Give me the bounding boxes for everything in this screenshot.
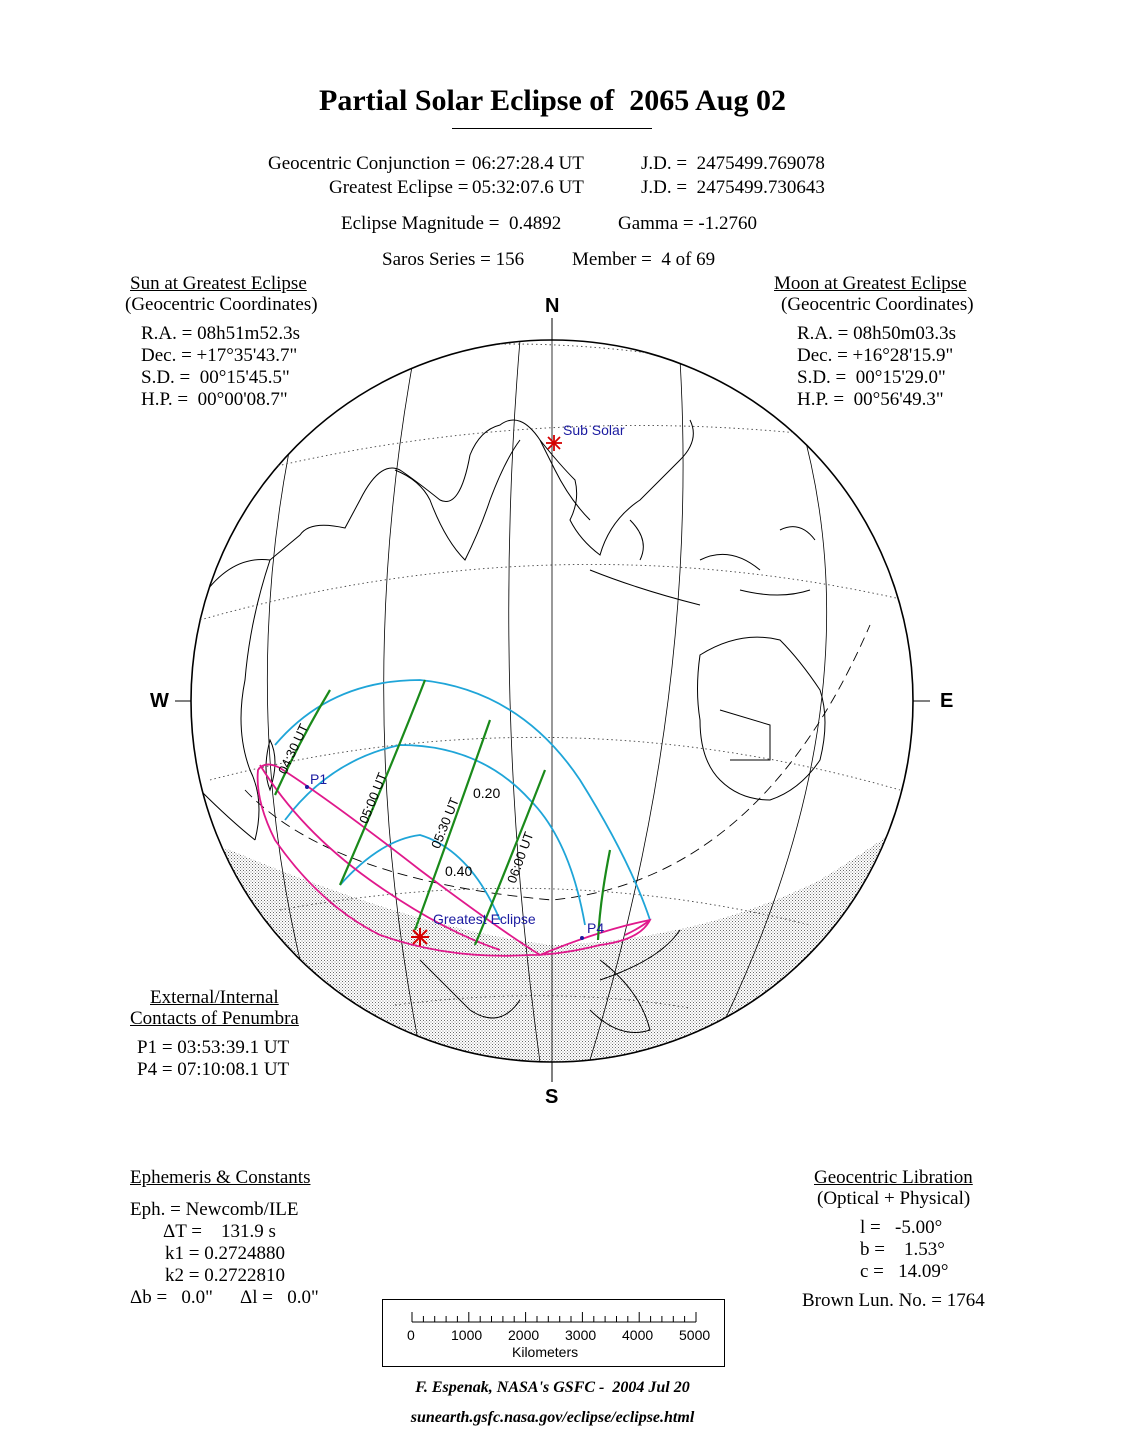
sun-ra: R.A. = 08h51m52.3s: [141, 323, 301, 344]
ephemeris-eph: Eph. = Newcomb/ILE: [130, 1199, 299, 1220]
ephemeris-delta-l: Δl = 0.0": [240, 1287, 319, 1308]
scale-tick-1000: 1000: [451, 1327, 483, 1343]
east-label: E: [940, 690, 954, 712]
conjunction-jd: J.D. = 2475499.769078: [641, 153, 825, 174]
time-0500-label: 05:00 UT: [356, 770, 390, 826]
libration-b: b = 1.53°: [860, 1239, 945, 1260]
ephemeris-heading: Ephemeris & Constants: [130, 1167, 311, 1188]
sun-dec: Dec. = +17°35'43.7": [141, 345, 298, 366]
moon-subheading: (Geocentric Coordinates): [781, 294, 974, 315]
greatest-jd: J.D. = 2475499.730643: [641, 177, 825, 198]
ephemeris-delta-b: Δb = 0.0": [130, 1287, 213, 1308]
contacts-heading-1: External/Internal: [150, 987, 279, 1008]
brown-lunation: Brown Lun. No. = 1764: [802, 1290, 985, 1311]
west-label: W: [150, 690, 169, 712]
greatest-time: 05:32:07.6 UT: [472, 177, 584, 198]
greatest-label: Greatest Eclipse =: [329, 177, 469, 198]
time-0430-label: 04:30 UT: [275, 721, 312, 777]
contact-p1: P1 = 03:53:39.1 UT: [137, 1037, 290, 1058]
libration-heading: Geocentric Libration: [814, 1167, 973, 1188]
source-url: sunearth.gsfc.nasa.gov/eclipse/eclipse.html: [410, 1409, 695, 1426]
north-label: N: [545, 295, 560, 317]
p4-marker: [580, 936, 584, 940]
ephemeris-delta-t: ΔT = 131.9 s: [163, 1221, 276, 1242]
scale-tick-2000: 2000: [508, 1327, 540, 1343]
conjunction-label: Geocentric Conjunction =: [268, 153, 466, 174]
moon-dec: Dec. = +16°28'15.9": [797, 345, 954, 366]
moon-ra: R.A. = 08h50m03.3s: [797, 323, 957, 344]
conjunction-time: 06:27:28.4 UT: [472, 153, 584, 174]
sun-hp: H.P. = 00°00'08.7": [141, 389, 288, 410]
scale-tick-5000: 5000: [679, 1327, 711, 1343]
magnitude-040-label: 0.40: [445, 863, 473, 879]
libration-c: c = 14.09°: [860, 1261, 949, 1282]
sub-solar-marker: [546, 435, 562, 451]
contact-p4: P4 = 07:10:08.1 UT: [137, 1059, 290, 1080]
moon-sd: S.D. = 00°15'29.0": [797, 367, 946, 388]
greatest-eclipse-marker: [411, 928, 429, 946]
moon-heading: Moon at Greatest Eclipse: [774, 273, 967, 294]
saros-series: Saros Series = 156: [382, 249, 525, 270]
saros-member: Member = 4 of 69: [572, 249, 716, 270]
greatest-eclipse-label: Greatest Eclipse: [433, 911, 536, 927]
scale-unit: Kilometers: [512, 1344, 579, 1360]
south-label: S: [545, 1086, 559, 1108]
sun-heading: Sun at Greatest Eclipse: [130, 273, 307, 294]
p4-label: P4: [587, 920, 605, 936]
scale-bar-box: [382, 1299, 725, 1367]
p1-marker: [305, 785, 309, 789]
ephemeris-k1: k1 = 0.2724880: [165, 1243, 285, 1264]
libration-subheading: (Optical + Physical): [817, 1188, 971, 1209]
terminator: [245, 625, 870, 900]
gamma: Gamma = -1.2760: [618, 213, 757, 234]
sun-subheading: (Geocentric Coordinates): [125, 294, 318, 315]
australia: [698, 637, 826, 800]
libration-l: l = -5.00°: [860, 1217, 943, 1238]
eclipse-magnitude: Eclipse Magnitude = 0.4892: [341, 213, 562, 234]
credit: F. Espenak, NASA's GSFC - 2004 Jul 20: [415, 1379, 690, 1396]
sub-solar-label: Sub Solar: [563, 422, 625, 438]
p1-label: P1: [310, 771, 328, 787]
scale-tick-3000: 3000: [565, 1327, 597, 1343]
page-title: Partial Solar Eclipse of 2065 Aug 02: [319, 84, 786, 117]
magnitude-020-label: 0.20: [473, 785, 501, 801]
contacts-heading-2: Contacts of Penumbra: [130, 1008, 299, 1029]
ephemeris-k2: k2 = 0.2722810: [165, 1265, 285, 1286]
scale-tick-4000: 4000: [622, 1327, 654, 1343]
time-0530-label: 05:30 UT: [428, 795, 462, 851]
sun-sd: S.D. = 00°15'45.5": [141, 367, 290, 388]
moon-hp: H.P. = 00°56'49.3": [797, 389, 944, 410]
time-0600-label: 06:00 UT: [504, 829, 537, 886]
scale-tick-0: 0: [407, 1327, 415, 1343]
